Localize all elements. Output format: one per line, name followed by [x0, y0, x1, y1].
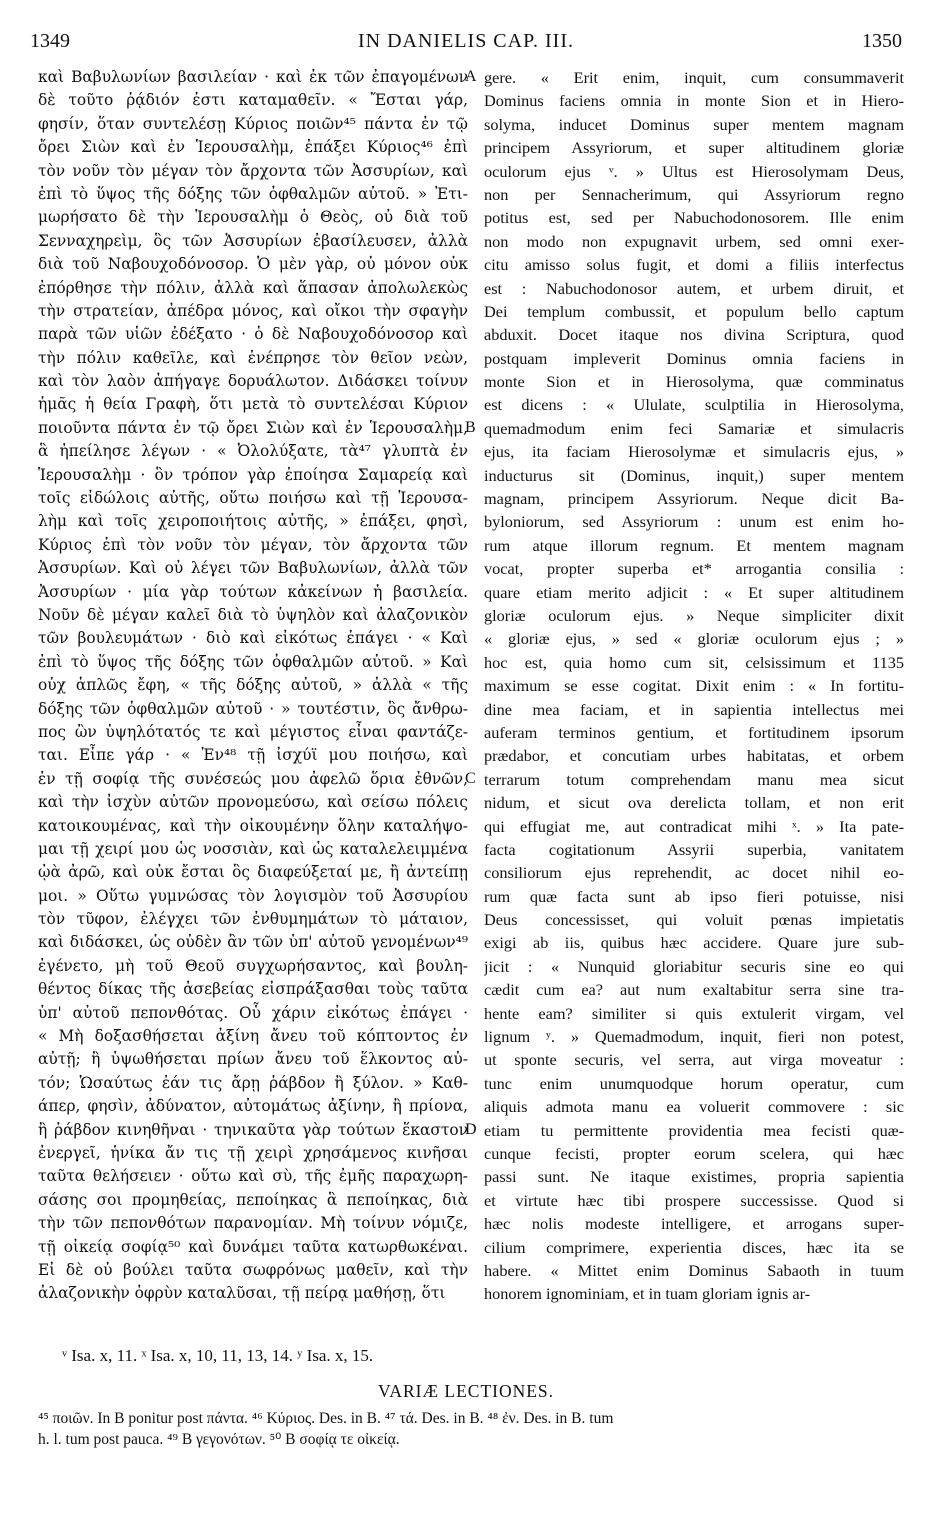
latin-text-line: Dei templum combussit, et populum bello captum [484, 301, 904, 321]
latin-text-line: et virtute hæc tibi prospere successisse. Quod si [484, 1190, 904, 1210]
greek-text-line: καὶ τὸν λαὸν ἀπήγαγε δορυάλωτον. Διδάσκει τοίνυν [38, 372, 468, 391]
greek-text-line: μοι. » Οὕτω γυμνώσας τὸν λογισμὸν τοῦ Ἀσσυρίου [38, 886, 468, 905]
latin-text-line: est : Nabuchodonosor autem, et urbem diruit, et [484, 278, 904, 298]
latin-text-line: terrarum totum comprehendam manu mea sicut [484, 769, 904, 789]
latin-text-line: passi sunt. Ne itaque existimes, propria sapientia [484, 1167, 904, 1187]
greek-text-line: τὴν τῶν πεπονθότων παρανομίαν. Μὴ τοίνυν νόμιζε, [38, 1214, 468, 1233]
greek-text-line: οὐχ ἁπλῶς ἔφη, « τῆς δόξης αὐτοῦ, » ἀλλὰ « τῆς [38, 676, 468, 695]
greek-text-line: ἐν τῇ σοφίᾳ τῆς συνέσεώς μου ἀφελῶ ὅρια ἐθνῶν, [38, 769, 468, 788]
variae-lectiones-title: VARIÆ LECTIONES. [377, 1381, 555, 1401]
latin-text-line: nidum, et sicut ova derelicta tollam, et non erit [484, 793, 904, 813]
latin-text-line: qui effugiat me, aut contradicat mihi ˣ. » Ita pate- [484, 816, 904, 836]
greek-text-line: τὸν νοῦν τὸν μέγαν τὸν ἄρχοντα τῶν Ἀσσυρίων, καὶ [38, 161, 468, 180]
latin-text-line: maximum se esse cogitat. Dixit enim : « In fortitu- [484, 676, 904, 696]
greek-text-line: ἐπόρθησε τὴν πόλιν, ἀλλὰ καὶ ἅπασαν ἀπολωλεκὼς [38, 278, 468, 297]
latin-text-line: etiam tu permittente providentia mea fecisti quæ- [484, 1120, 904, 1140]
latin-text-line: rum quæ facta sunt ab ipso fieri potuisse, nisi [484, 886, 904, 906]
greek-text-line: καὶ Βαβυλωνίων βασιλείαν · καὶ ἐκ τῶν ἐπαγομένων [38, 68, 468, 86]
latin-text-line: facta cogitationum Assyrii superbia, vanitatem [484, 839, 904, 859]
latin-text-line: quemadmodum enim feci Samariæ et simulacris [484, 418, 904, 438]
scripture-references: ᵛ Isa. x, 11. ˣ Isa. x, 10, 11, 13, 14. ʸ Isa. x, 15. [62, 1346, 374, 1365]
greek-text-line: ἐγένετο, μὴ τοῦ Θεοῦ συγχωρήσαντος, καὶ βουλη- [38, 956, 468, 975]
latin-text-line: oculorum ejus ᵛ. » Ultus est Hierosolymam Deus, [484, 161, 904, 181]
latin-text-line: rum atque illorum regnum. Et mentem magnam [484, 535, 904, 555]
greek-text-line: τῇ οἰκείᾳ σοφίᾳ⁵⁰ καὶ δυνάμει ταῦτα κατωρθωκέναι. [38, 1237, 468, 1256]
latin-text-line: cilium comprimere, experientia disces, hæc ita se [484, 1237, 904, 1257]
latin-text-line: solyma, inducet Dominus super mentem magnam [484, 114, 904, 134]
greek-text-line: ὑπ' αὐτοῦ πεπονθότας. Οὗ χάριν εἰκότως ἐπάγει · [38, 1003, 468, 1022]
greek-text-line: τὴν στρατείαν, ἀπέδρα μόνος, καὶ οἴκοι τὴν σφαγὴν [38, 301, 468, 320]
latin-text-line: auferam terminos gentium, et fortitudinem ipsorum [484, 722, 904, 742]
latin-text-line: hente eam? similiter si quis extulerit virgam, vel [484, 1003, 904, 1023]
latin-text-line: hoc est, quia homo cum sit, celsissimum et 1135 [484, 652, 904, 672]
greek-text-line: ἐπὶ τὸ ὕψος τῆς δόξης τῶν ὀφθαλμῶν αὐτοῦ. » Καὶ [38, 652, 468, 671]
variae-lectiones [38, 1408, 902, 1450]
latin-text-line: Dominus faciens omnia in monte Sion et in Hiero- [484, 91, 904, 111]
latin-text-line: non per Sennacherimum, qui Assyriorum regno [484, 184, 904, 204]
latin-text-line: hæc nolis modeste intelligere, et arrogans super- [484, 1214, 904, 1234]
greek-text-line: φησίν, ὅταν συντελέσῃ Κύριος ποιῶν⁴⁵ πάντα ἐν τῷ [38, 114, 468, 133]
running-title: IN DANIELIS CAP. III. [358, 30, 574, 52]
latin-text-line: jicit : « Nunquid gloriabitur securis sine eo qui [484, 956, 904, 976]
greek-text-line: τοῖς εἰδώλοις αὐτῆς, οὕτω ποιήσω καὶ τῇ Ἱερουσα- [38, 489, 468, 508]
greek-text-line: ἐνεργεῖ, ἡνίκα ἄν τις τῇ χειρὶ χρησάμενος κινῆσαι [38, 1143, 468, 1162]
greek-text-line: ἐπὶ τὸ ὕψος τῆς δόξης τῶν ὀφθαλμῶν αὐτοῦ. » Ἐτι- [38, 184, 468, 203]
latin-text-line: gloriæ oculorum ejus. » Neque simpliciter dixit [484, 605, 904, 625]
latin-text-line: potitus est, sed per Nabuchodonosorem. Ille enim [484, 208, 904, 228]
greek-text-line: ταῦτα θελήσειεν · οὕτω καὶ σὺ, τῆς ἐμῆς παραχωρη- [38, 1167, 468, 1186]
greek-text-line: Ἀσσυρίων. Καὶ οὐ λέγει τῶν Βαβυλωνίων, ἀλλὰ τῶν [38, 559, 468, 578]
greek-text-line: τὴν πόλιν καθεῖλε, καὶ ἐνέπρησε τὸν θεῖον νεὼν, [38, 348, 468, 367]
margin-mark-c: C [465, 770, 476, 787]
page-number-right: 1350 [862, 30, 902, 52]
greek-text-line: λὴμ καὶ τοῖς χειροποιήτοις αὐτῆς, » ἐπάξει, φησὶ, [38, 512, 468, 531]
latin-text-line: principem Assyriorum, et super altitudinem gloriæ [484, 138, 904, 158]
greek-text-line: Κύριος ἐπὶ τὸν νοῦν τὸν μέγαν, τὸν ἄρχοντα τῶν [38, 535, 468, 554]
greek-text-line: ἃ ἠπείλησε λέγων · « Ὀλολύξατε, τὰ⁴⁷ γλυπτὰ ἐν [38, 442, 468, 461]
greek-column [38, 66, 468, 1306]
latin-text-line: cunque fecisti, propter eorum scelera, qui hæc [484, 1143, 904, 1163]
latin-text-line: citu amisso solus fugit, et domi a filiis interfectus [484, 255, 904, 275]
greek-text-line: καὶ τὴν ἰσχὺν αὐτῶν προνομεύσω, καὶ σείσω πόλεις [38, 793, 468, 812]
greek-text-line: πος ὢν ὑψηλότατός τε καὶ μέγιστος εἶναι φαντάζε- [38, 722, 468, 741]
greek-text-line: δόξης τῶν ὀφθαλμῶν αὐτοῦ · » τουτέστιν, ὃς ἄνθρω- [38, 699, 468, 718]
running-header [30, 30, 902, 58]
latin-text-line: monte Sion et in Hierosolyma, quæ comminatus [484, 372, 904, 392]
greek-text-line: ἢ ῥάβδον κινηθῆναι · τηνικαῦτα γὰρ τούτων ἕκαστον [38, 1120, 468, 1139]
greek-text-line: ἀλαζονικὴν ὀφρὺν καταλῦσαι, τῇ πείρᾳ μαθήσῃ, ὅτι [38, 1284, 446, 1303]
margin-mark-a: A [465, 68, 477, 85]
latin-text-line: honorem ignominiam, et in tuam gloriam ignis ar- [484, 1284, 811, 1304]
latin-text-line: consiliorum ejus reprehendit, ac docet nihil eo- [484, 863, 904, 883]
greek-text-line: καὶ διδάσκει, ὡς οὐδὲν ἂν τῶν ὑπ' αὐτοῦ γενομένων⁴⁹ [38, 933, 468, 952]
greek-text-line: αὐτῇ; ἢ ὑψωθήσεται πρίων ἄνευ τοῦ ἕλκοντος αὐ- [38, 1050, 468, 1069]
greek-text-line: τόν; Ὡσαύτως ἐάν τις ἄρῃ ῥάβδον ἢ ξύλον. » Καθ- [38, 1073, 468, 1092]
greek-text-line: μωρήσατο δὲ τὴν Ἱερουσαλὴμ ὁ Θεὸς, οὐ διὰ τοῦ [38, 208, 468, 227]
latin-text-line: ut sponte securis, vel serra, aut virga moveatur : [484, 1050, 904, 1070]
greek-text-line: Ἀσσυρίων · μία γὰρ τούτων κἀκείνων ἡ βασιλεία. [38, 582, 468, 601]
latin-text-line: Deus concessisset, qui voluit pœnas impietatis [484, 910, 904, 930]
greek-text-line: κατοικουμένας, καὶ τὴν οἰκουμένην ὅλην καταλήψο- [38, 816, 468, 835]
latin-text-line: non modo non expugnavit urbem, sed omni exer- [484, 231, 904, 251]
greek-text-line: ᾠὰ ἀρῶ, καὶ οὐκ ἔσται ὃς διαφεύξεταί με, ἢ ἀντείπῃ [38, 863, 468, 882]
latin-text-line: vocat, propter superba et* arrogantia consilia : [484, 559, 904, 579]
margin-mark-d: D [465, 1121, 477, 1138]
greek-text-line: δὲ τοῦτο ῥᾴδιόν ἐστι καταμαθεῖν. « Ἔσται γάρ, [38, 91, 468, 110]
latin-text-line: dine mea faciam, et in sapientia intellectus mei [484, 699, 904, 719]
greek-text-line: Σενναχηρεὶμ, ὃς τῶν Ἀσσυρίων ἐβασίλευσεν, ἀλλὰ [38, 231, 468, 250]
latin-text-line: magnam, principem Assyriorum. Neque dicit Ba- [484, 489, 904, 509]
latin-text-line: est dicens : « Ululate, sculptilia in Hierosolyma, [484, 395, 904, 415]
latin-text-line: « gloriæ ejus, » sed « gloriæ oculorum ejus ; » [484, 629, 904, 649]
greek-text-line: τὸν τῦφον, ἐλέγχει τῶν ἐνθυμημάτων τὸ μάταιον, [38, 910, 468, 929]
latin-text-line: gere. « Erit enim, inquit, cum consummaverit [484, 68, 904, 87]
latin-text-line: exigi ab iis, quibus hæc accidere. Quare jure sub- [484, 933, 904, 953]
latin-text-line: quare etiam merito adjicit : « Et super altitudinem [484, 582, 904, 602]
latin-text-line: abduxit. Docet itaque nos divina Scriptura, quod [484, 325, 904, 345]
greek-text-line: μαι τῇ χειρί μου ὡς νοσσιὰν, καὶ ὡς καταλελειμμένα [38, 839, 468, 858]
latin-text-line: aliquis admota manu ea voluerit commovere : sic [484, 1097, 904, 1117]
greek-text-line: « Μὴ δοξασθήσεται ἀξίνη ἄνευ τοῦ κόπτοντος ἐν [38, 1027, 468, 1046]
greek-text-line: Ἱερουσαλὴμ · ὃν τρόπον γὰρ ἐποίησα Σαμαρείᾳ καὶ [38, 465, 468, 484]
variae-line: h. l. tum post pauca. ⁴⁹ B γεγονότων. ⁵⁰ B σοφίᾳ τε οἰκείᾳ. [38, 1431, 400, 1448]
greek-text-line: Νοῦν δὲ μέγαν καλεῖ διὰ τὸ ὑψηλὸν καὶ ἀλαζονικὸν [38, 605, 468, 624]
greek-text-line: τῶν βουλευμάτων · διὸ καὶ εἰκότως ἐπάγει · « Καὶ [38, 629, 468, 648]
greek-text-line: άπερ, φησὶν, ἀδύνατον, αὐτομάτως ἀξίνην, ἢ πρίονα, [38, 1097, 468, 1116]
greek-text-line: ποιοῦντα πάντα ἐν τῷ ὄρει Σιὼν καὶ ἐν Ἱερουσαλὴμ, [38, 418, 468, 437]
latin-text-line: inducturus sit (Dominus, inquit,) super mentem [484, 465, 904, 485]
latin-column [484, 66, 904, 1306]
latin-text-line: tunc enim unumquodque horum operatur, cum [484, 1073, 904, 1093]
latin-text-line: cædit cum ea? aut num exaltabitur serra sine tra- [484, 980, 904, 1000]
greek-text-line: παρὰ τῶν υἱῶν ἐδέξατο · ὁ δὲ Ναβουχοδόνοσορ καὶ [38, 325, 468, 344]
latin-text-line: lignum ʸ. » Quemadmodum, inquit, fieri non potest, [484, 1027, 904, 1047]
greek-text-line: ὄρει Σιὼν καὶ ἐν Ἱερουσαλὴμ, ἐπάξει Κύριος⁴⁶ ἐπὶ [38, 138, 468, 157]
latin-text-line: habere. « Mittet enim Dominus Sabaoth in tuum [484, 1260, 904, 1280]
latin-text-line: byloniorum, sed Assyriorum : unum est enim ho- [484, 512, 904, 532]
greek-text-line: θέντος δίκας τῆς ἀσεβείας εἰσπράξασθαι τοὺς ταῦτα [38, 980, 468, 999]
latin-text-line: ejus, ita faciam Hierosolymæ et simulacris ejus, » [484, 442, 904, 462]
greek-text-line: ἡμᾶς ἡ θεία Γραφὴ, ὅτι μετὰ τὸ συντελέσαι Κύριον [38, 395, 468, 414]
latin-text-line: prædabor, et concutiam urbes habitatas, et orbem [484, 746, 904, 766]
margin-mark-b: B [465, 419, 476, 436]
latin-text-line: postquam impleverit Dominus omnia faciens in [484, 348, 904, 368]
page-number-left: 1349 [30, 30, 70, 52]
greek-text-line: διὰ τοῦ Ναβουχοδόνοσορ. Ὁ μὲν γὰρ, οὐ μόνον οὐκ [38, 255, 468, 274]
greek-text-line: Εἰ δὲ οὐ βούλει ταῦτα σωφρόνως μαθεῖν, καὶ τὴν [38, 1260, 468, 1279]
greek-text-line: σάσης σοι προμηθείας, πεποίηκας ἃ πεποίηκας, διὰ [38, 1190, 468, 1209]
greek-text-line: ται. Εἶπε γάρ · « Ἐν⁴⁸ τῇ ἰσχύϊ μου ποιήσω, καὶ [38, 746, 468, 765]
variae-line: ⁴⁵ ποιῶν. In B ponitur post πάντα. ⁴⁶ Κύριος. Des. in B. ⁴⁷ τά. Des. in B. ⁴⁸ ἐν. Des. in B. tum [38, 1410, 614, 1427]
